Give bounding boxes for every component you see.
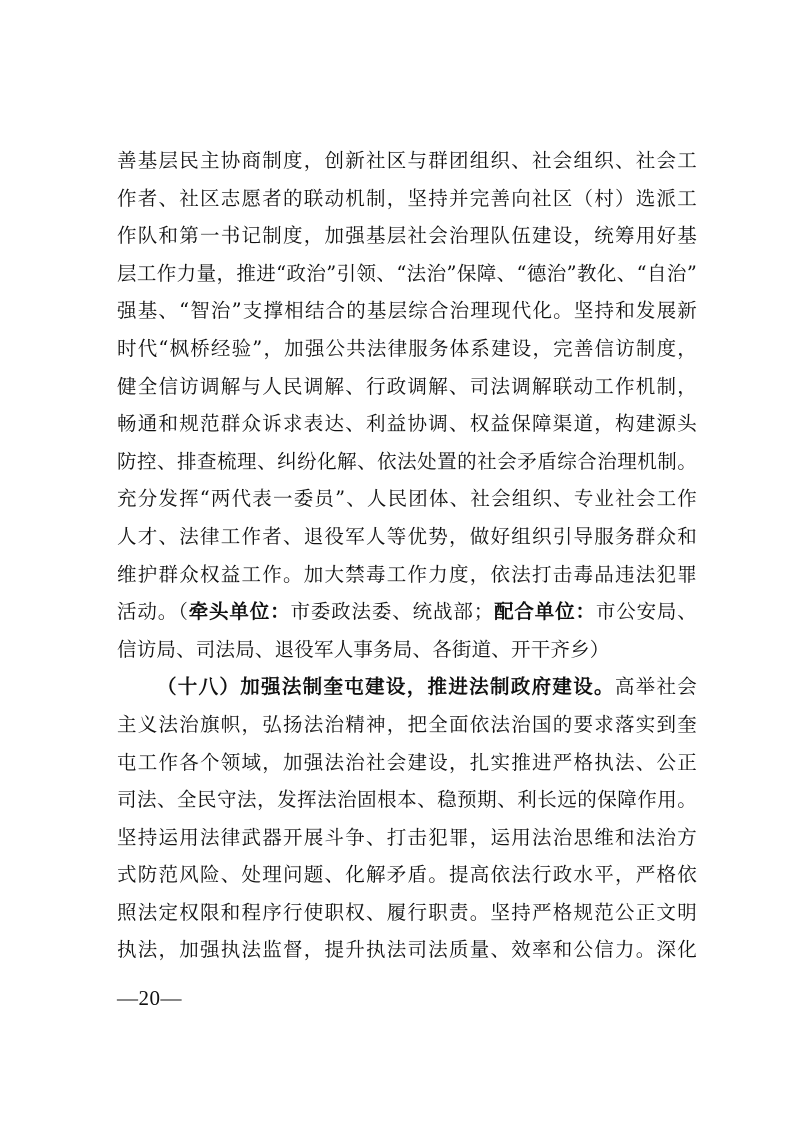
- text-line: 屯工作各个领域，加强法治社会建设，扎实推进严格执法、公正: [117, 750, 697, 774]
- text-segment: 活动。（: [117, 600, 189, 624]
- partner-unit-label: 配合单位：: [493, 600, 596, 624]
- text-line: 充分发挥“两代表一委员”、人民团体、社会组织、专业社会工作: [117, 487, 697, 511]
- text-segment: 高举社会: [614, 675, 697, 699]
- section-heading-line: [117, 668, 697, 706]
- text-line: 作队和第一书记制度，加强基层社会治理队伍建设，统筹用好基: [117, 224, 697, 248]
- partner-unit-value: 市公安局、: [595, 600, 697, 624]
- text-line: 时代“枫桥经验”，加强公共法律服务体系建设，完善信访制度，: [117, 336, 697, 360]
- text-line: 畅通和规范群众诉求表达、利益协调、权益保障渠道，构建源头: [117, 412, 697, 436]
- text-line: 信访局、司法局、退役军人事务局、各街道、开干齐乡）: [117, 637, 610, 661]
- text-line: 人才、法律工作者、退役军人等优势，做好组织引导服务群众和: [117, 524, 697, 548]
- text-line: 维护群众权益工作。加大禁毒工作力度，依法打击毒品违法犯罪: [117, 562, 697, 586]
- text-line: 层工作力量，推进“政治”引领、“法治”保障、“德治”教化、“自治”: [117, 261, 697, 285]
- page-number: —20—: [117, 986, 182, 1010]
- text-line: 照法定权限和程序行使职权、履行职责。坚持严格规范公正文明: [117, 900, 697, 924]
- text-line: 作者、社区志愿者的联动机制，坚持并完善向社区（村）选派工: [117, 186, 697, 210]
- text-line: 司法、全民守法，发挥法治固根本、稳预期、利长远的保障作用。: [117, 788, 697, 812]
- text-line: 式防范风险、处理问题、化解矛盾。提高依法行政水平，严格依: [117, 863, 697, 887]
- text-line: 善基层民主协商制度，创新社区与群团组织、社会组织、社会工: [117, 149, 697, 172]
- lead-unit-value: 市委政法委、统战部；: [290, 600, 494, 624]
- text-line: 健全信访调解与人民调解、行政调解、司法调解联动工作机制，: [117, 374, 697, 398]
- lead-unit-label: 牵头单位：: [188, 600, 291, 624]
- lead-unit-line: [117, 593, 697, 631]
- text-line: 防控、排查梳理、纠纷化解、依法处置的社会矛盾综合治理机制。: [117, 449, 697, 473]
- text-line: 坚持运用法律武器开展斗争、打击犯罪，运用法治思维和法治方: [117, 825, 697, 849]
- text-line: 主义法治旗帜，弘扬法治精神，把全面依法治国的要求落实到奎: [117, 712, 697, 736]
- text-line: 强基、“智治”支撑相结合的基层综合治理现代化。坚持和发展新: [117, 299, 697, 323]
- text-line: 执法，加强执法监督，提升执法司法质量、效率和公信力。深化: [117, 938, 697, 962]
- section-heading: （十八）加强法制奎屯建设，推进法制政府建设。: [157, 675, 615, 699]
- body-text: [117, 142, 697, 969]
